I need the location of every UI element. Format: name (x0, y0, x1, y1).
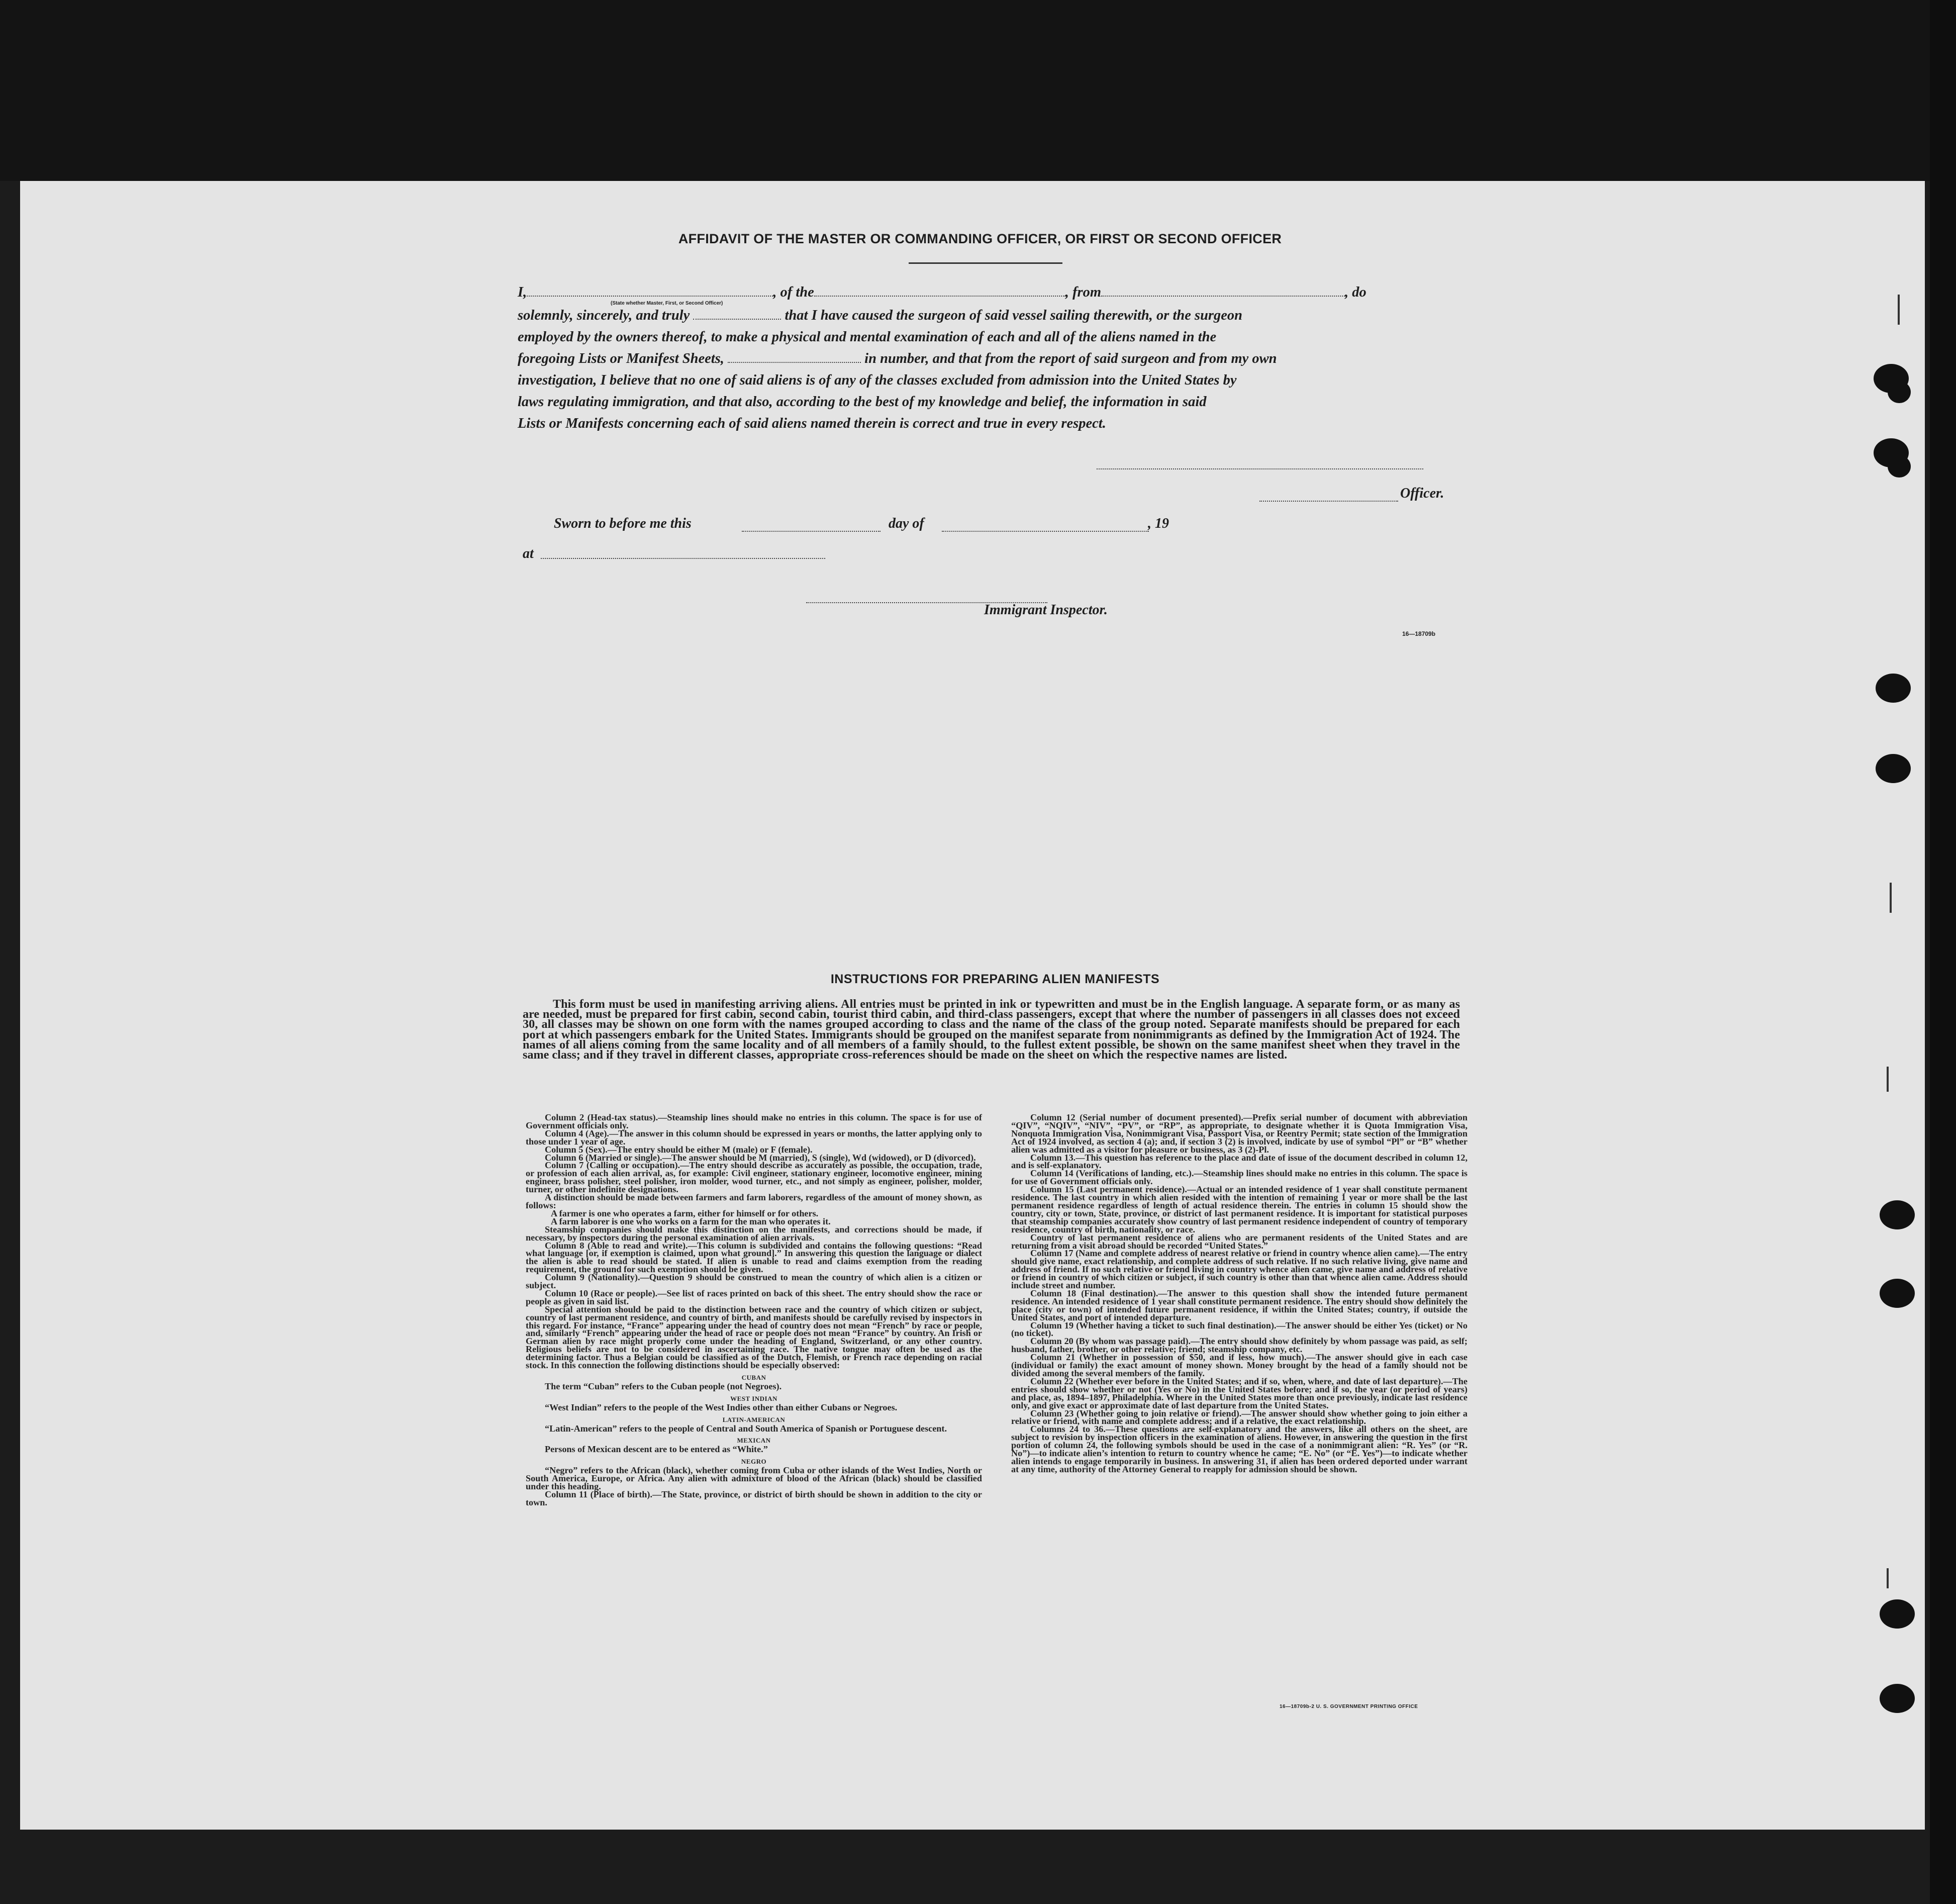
affidavit-line-2: solemnly, sincerely, and truly that I have caused the surgeon of said vessel sailing therewith, or the surgeon (518, 308, 1243, 323)
at-line (541, 558, 825, 559)
list-item: Column 12 (Serial number of document presented).—Prefix serial number of document with abbreviation “QIV”, “NQIV”, “NIV”, “PV”, or “RP”, as appropriate, to designate whether it is Quota Immigration Visa, Nonquota Immigration Visa, Nonimmigrant Visa, Passport Visa, or Reentry Permit; state section of the Immigration Act of 1924 involved, as section 4 (a); and, if section 3 (2) is involved, indicate by use of symbol “Pl” or “B” whether alien was admitted as a visitor for pleasure or business, as 3 (2)-Pl. (1011, 1112, 1468, 1155)
instructions-left-column (526, 1114, 982, 1507)
day-of-label: day of (889, 516, 924, 531)
sworn-label: Sworn to before me this (554, 516, 692, 531)
list-item: Column 18 (Final destination).—The answer to this question shall show the intended future permanent residence. An intended residence of 1 year shall constitute permanent residence. The entry should show definitely the place (city or town) of intended future permanent residence, if within the United States; country, if outside the United States, and port of intended departure. (1011, 1288, 1468, 1322)
officer-label: Officer. (1400, 486, 1444, 501)
officer-rank-note: (State whether Master, First, or Second Officer) (611, 301, 723, 306)
heading-west-indian: WEST INDIAN (730, 1394, 777, 1402)
film-border-top (0, 0, 1956, 181)
list-item: Column 5 (Sex).—The entry should be either M (male) or F (female). (545, 1144, 813, 1155)
list-item: A farmer is one who operates a farm, either for himself or for others. (551, 1208, 819, 1218)
list-item: Column 23 (Whether going to join relative or friend).—The answer should show whether going to join either a relative or friend, with name and complete address; and if a relative, the exact relationship. (1011, 1408, 1468, 1426)
list-item: Column 10 (Race or people).—See list of races printed on back of this sheet. The entry should show the race or people as given in said list. (526, 1288, 982, 1306)
heading-cuban: CUBAN (741, 1374, 766, 1381)
title-underline (909, 262, 1062, 264)
year-label: , 19 (1148, 516, 1169, 531)
list-item: Column 6 (Married or single).—The answer should be M (married), S (single), Wd (widowed), or D (divorced). (545, 1152, 976, 1163)
mexican-text: Persons of Mexican descent are to be entered as “White.” (545, 1444, 768, 1455)
list-item: Column 13.—This question has reference to the place and date of issue of the document described in column 12, and is self-explanatory. (1011, 1152, 1468, 1171)
list-item: Column 4 (Age).—The answer in this column should be expressed in years or months, the latter applying only to those under 1 year of age. (526, 1128, 982, 1147)
negro-text: “Negro” refers to the African (black), whether coming from Cuba or other islands of the West Indies, North or South America, Europe, or Africa. Any alien with admixture of blood of the African (black) should be classified under this heading. (526, 1465, 982, 1491)
signature-line (1097, 468, 1423, 469)
affidavit-title: AFFIDAVIT OF THE MASTER OR COMMANDING OFFICER, OR FIRST OR SECOND OFFICER (678, 231, 1282, 246)
instructions-title: INSTRUCTIONS FOR PREPARING ALIEN MANIFESTS (830, 972, 1160, 986)
affidavit-line-5: investigation, I believe that no one of said aliens is of any of the classes excluded from admission into the United States by (518, 372, 1237, 388)
list-item: Column 19 (Whether having a ticket to such final destination).—The answer should be either Yes (ticket) or No (no ticket). (1011, 1320, 1468, 1339)
list-item: Column 8 (Able to read and write).—This column is subdivided and contains the following questions: “Read what language [or, if exemption is claimed, upon what ground].” In answering this question the language or dialect the alien is able to read should be stated. If alien is unable to read and claims exemption from the reading requirement, the ground for such exemption should be given. (526, 1240, 982, 1275)
affidavit-line-3: employed by the owners thereof, to make a physical and mental examination of each and all of the aliens named in the (518, 329, 1217, 345)
at-label: at (523, 546, 534, 561)
heading-mexican: MEXICAN (737, 1437, 771, 1445)
list-item: Special attention should be paid to the distinction between race and the country of which citizen or subject, country of last permanent residence, and country of birth, and manifests should be carefully revised by inspectors in this regard. For instance, “France” appearing under the head of country does not mean “French” by race or people, and, similarly “French” appearing under the head of race or people does not mean “France” by country. An Irish or German alien by race might properly come under the heading of England, Switzerland, or any other country. Religious beliefs are not to be considered in ascertaining race. The native tongue may often be used as the determining factor. Thus a Belgian could be classified as of the Dutch, Flemish, or French race depending on racial stock. In this connection the following distinctions should be especially observed: (526, 1304, 982, 1371)
latin-american-text: “Latin-American” refers to the people of Central and South America of Spanish or Portuguese descent. (545, 1423, 947, 1434)
list-item: Column 21 (Whether in possession of $50, and if less, how much).—The answer should give in each case (individual or family) the exact amount of money shown. Money brought by the head of a family should not be divided among the several members of the family. (1011, 1352, 1468, 1378)
affidavit-line-1: I, , of the , from , do (518, 284, 1366, 300)
film-border-right (1930, 0, 1956, 1904)
heading-latin-american: LATIN-AMERICAN (722, 1415, 786, 1423)
list-item: Column 7 (Calling or occupation).—The entry should describe as accurately as possible, the occupation, trade, or profession of each alien arrival, as, for example: Civil engineer, stationary engineer, locomotive engineer, mining engineer, brass polisher, steel polisher, iron molder, wood turner, etc., and not simply as engineer, polisher, molder, turner, or other indefinite designations. (526, 1160, 982, 1195)
officer-line (1259, 501, 1398, 502)
cuban-text: The term “Cuban” refers to the Cuban people (not Negroes). (545, 1381, 782, 1391)
list-item: Columns 24 to 36.—These questions are self-explanatory and the answers, like all others on the sheet, are subject to revision by inspection officers in the examination of aliens. However, in answering the question in the first portion of column 24, the following symbols should be used in the case of a nonimmigrant alien: “R. Yes” (or “R. No”)—to indicate alien’s intention to return to country whence he came; “E. No” (or “E. Yes”)—to indicate whether alien intends to engage temporarily in business. In answering 31, if alien has been ordered deported under warrant at any time, authority of the Attorney General to reapply for admission should be shown. (1011, 1424, 1468, 1474)
form-code: 16—18709b (1402, 630, 1436, 637)
list-item: Column 9 (Nationality).—Question 9 should be construed to mean the country of which alien is a citizen or subject. (526, 1272, 982, 1291)
sworn-day-line (742, 531, 881, 532)
column-11-text: Column 11 (Place of birth).—The State, province, or district of birth should be shown in addition to the city or town. (526, 1489, 982, 1507)
list-item: A farm laborer is one who works on a farm for the man who operates it. (551, 1216, 831, 1226)
affidavit-line-4: foregoing Lists or Manifest Sheets, in number, and that from the report of said surgeon and from my own (518, 351, 1277, 366)
list-item: A distinction should be made between farmers and farm laborers, regardless of the amount of money shown, as follows: (526, 1192, 982, 1210)
list-item: Column 22 (Whether ever before in the United States; and if so, when, where, and date of last departure).—The entries should show whether or not (Yes or No) in the United States before; and if so, the year (or period of years) and place, as, 1894–1897, Philadelphia. Where in the United States more than once previously, indicate last residence only, and give exact or approximate date of last departure from the United States. (1011, 1376, 1468, 1410)
heading-negro: NEGRO (741, 1458, 767, 1466)
affidavit-line-6: laws regulating immigration, and that also, according to the best of my knowledge and belief, the information in said (518, 394, 1207, 410)
west-indian-text: “West Indian” refers to the people of the West Indies other than either Cubans or Negroes. (545, 1402, 898, 1412)
list-item: Column 15 (Last permanent residence).—Actual or an intended residence of 1 year shall constitute permanent residence. The last country in which alien resided with the intention of remaining 1 year or more shall be the last permanent residence regardless of length of actual residence therein. The entries in column 15 should show the country, city or town, State, province, or district of last permanent residence. It is important for statistical purposes that steamship companies accurately show country of last permanent residence independent of country of temporary residence, country of birth, nationality, or race. (1011, 1184, 1468, 1234)
instructions-intro: This form must be used in manifesting arriving aliens. All entries must be printed in ink or typewritten and must be in the English language. A separate form, or as many as are needed, must be prepared for first cabin, second cabin, tourist third cabin, and third-class passengers, except that where the number of passengers in all classes does not exceed 30, all classes may be shown on one form with the names grouped according to class and the name of the class of the group noted. Separate manifests should be prepared for each port at which passengers embark for the United States. Immigrants should be grouped on the manifest separate from nonimmigrants as defined by the Immigration Act of 1924. The names of all aliens coming from the same locality and of all members of a family should, to the fullest extent possible, be shown on the same manifest sheet when they travel in the same class; and if they travel in different classes, appropriate cross-references should be made on the sheet on which the respective names are listed. (523, 997, 1460, 1062)
list-item: Column 2 (Head-tax status).—Steamship lines should make no entries in this column. The space is for use of Government officials only. (526, 1112, 982, 1130)
instructions-right-column (1011, 1114, 1468, 1474)
list-item: Country of last permanent residence of aliens who are permanent residents of the United States and are returning from a visit abroad should be recorded “United States.” (1011, 1232, 1468, 1251)
list-item: Column 17 (Name and complete address of nearest relative or friend in country whence alien came).—The entry should give name, exact relationship, and complete address of such relative. If no such relative living, give name and address of friend. If no such relative or friend living in country whence alien came, give name and address of relative or friend in country of which citizen or subject, if such country is other than that whence alien came. Address should include street and number. (1011, 1248, 1468, 1291)
list-item: Column 14 (Verifications of landing, etc.).—Steamship lines should make no entries in this column. The space is for use of Government officials only. (1011, 1168, 1468, 1187)
list-item: Column 20 (By whom was passage paid).—The entry should show definitely by whom passage was paid, as self; husband, father, brother, or other relative; friend; steamship company, etc. (1011, 1336, 1468, 1355)
affidavit-line-7: Lists or Manifests concerning each of said aliens named therein is correct and true in every respect. (518, 416, 1106, 431)
printing-office-code: 16—18709b-2 U. S. GOVERNMENT PRINTING OFFICE (1280, 1704, 1418, 1709)
inspector-label: Immigrant Inspector. (984, 602, 1108, 618)
sworn-month-line (942, 531, 1149, 532)
list-item: Steamship companies should make this distinction on the manifests, and corrections should be made, if necessary, by inspectors during the personal examination of alien arrivals. (526, 1224, 982, 1243)
